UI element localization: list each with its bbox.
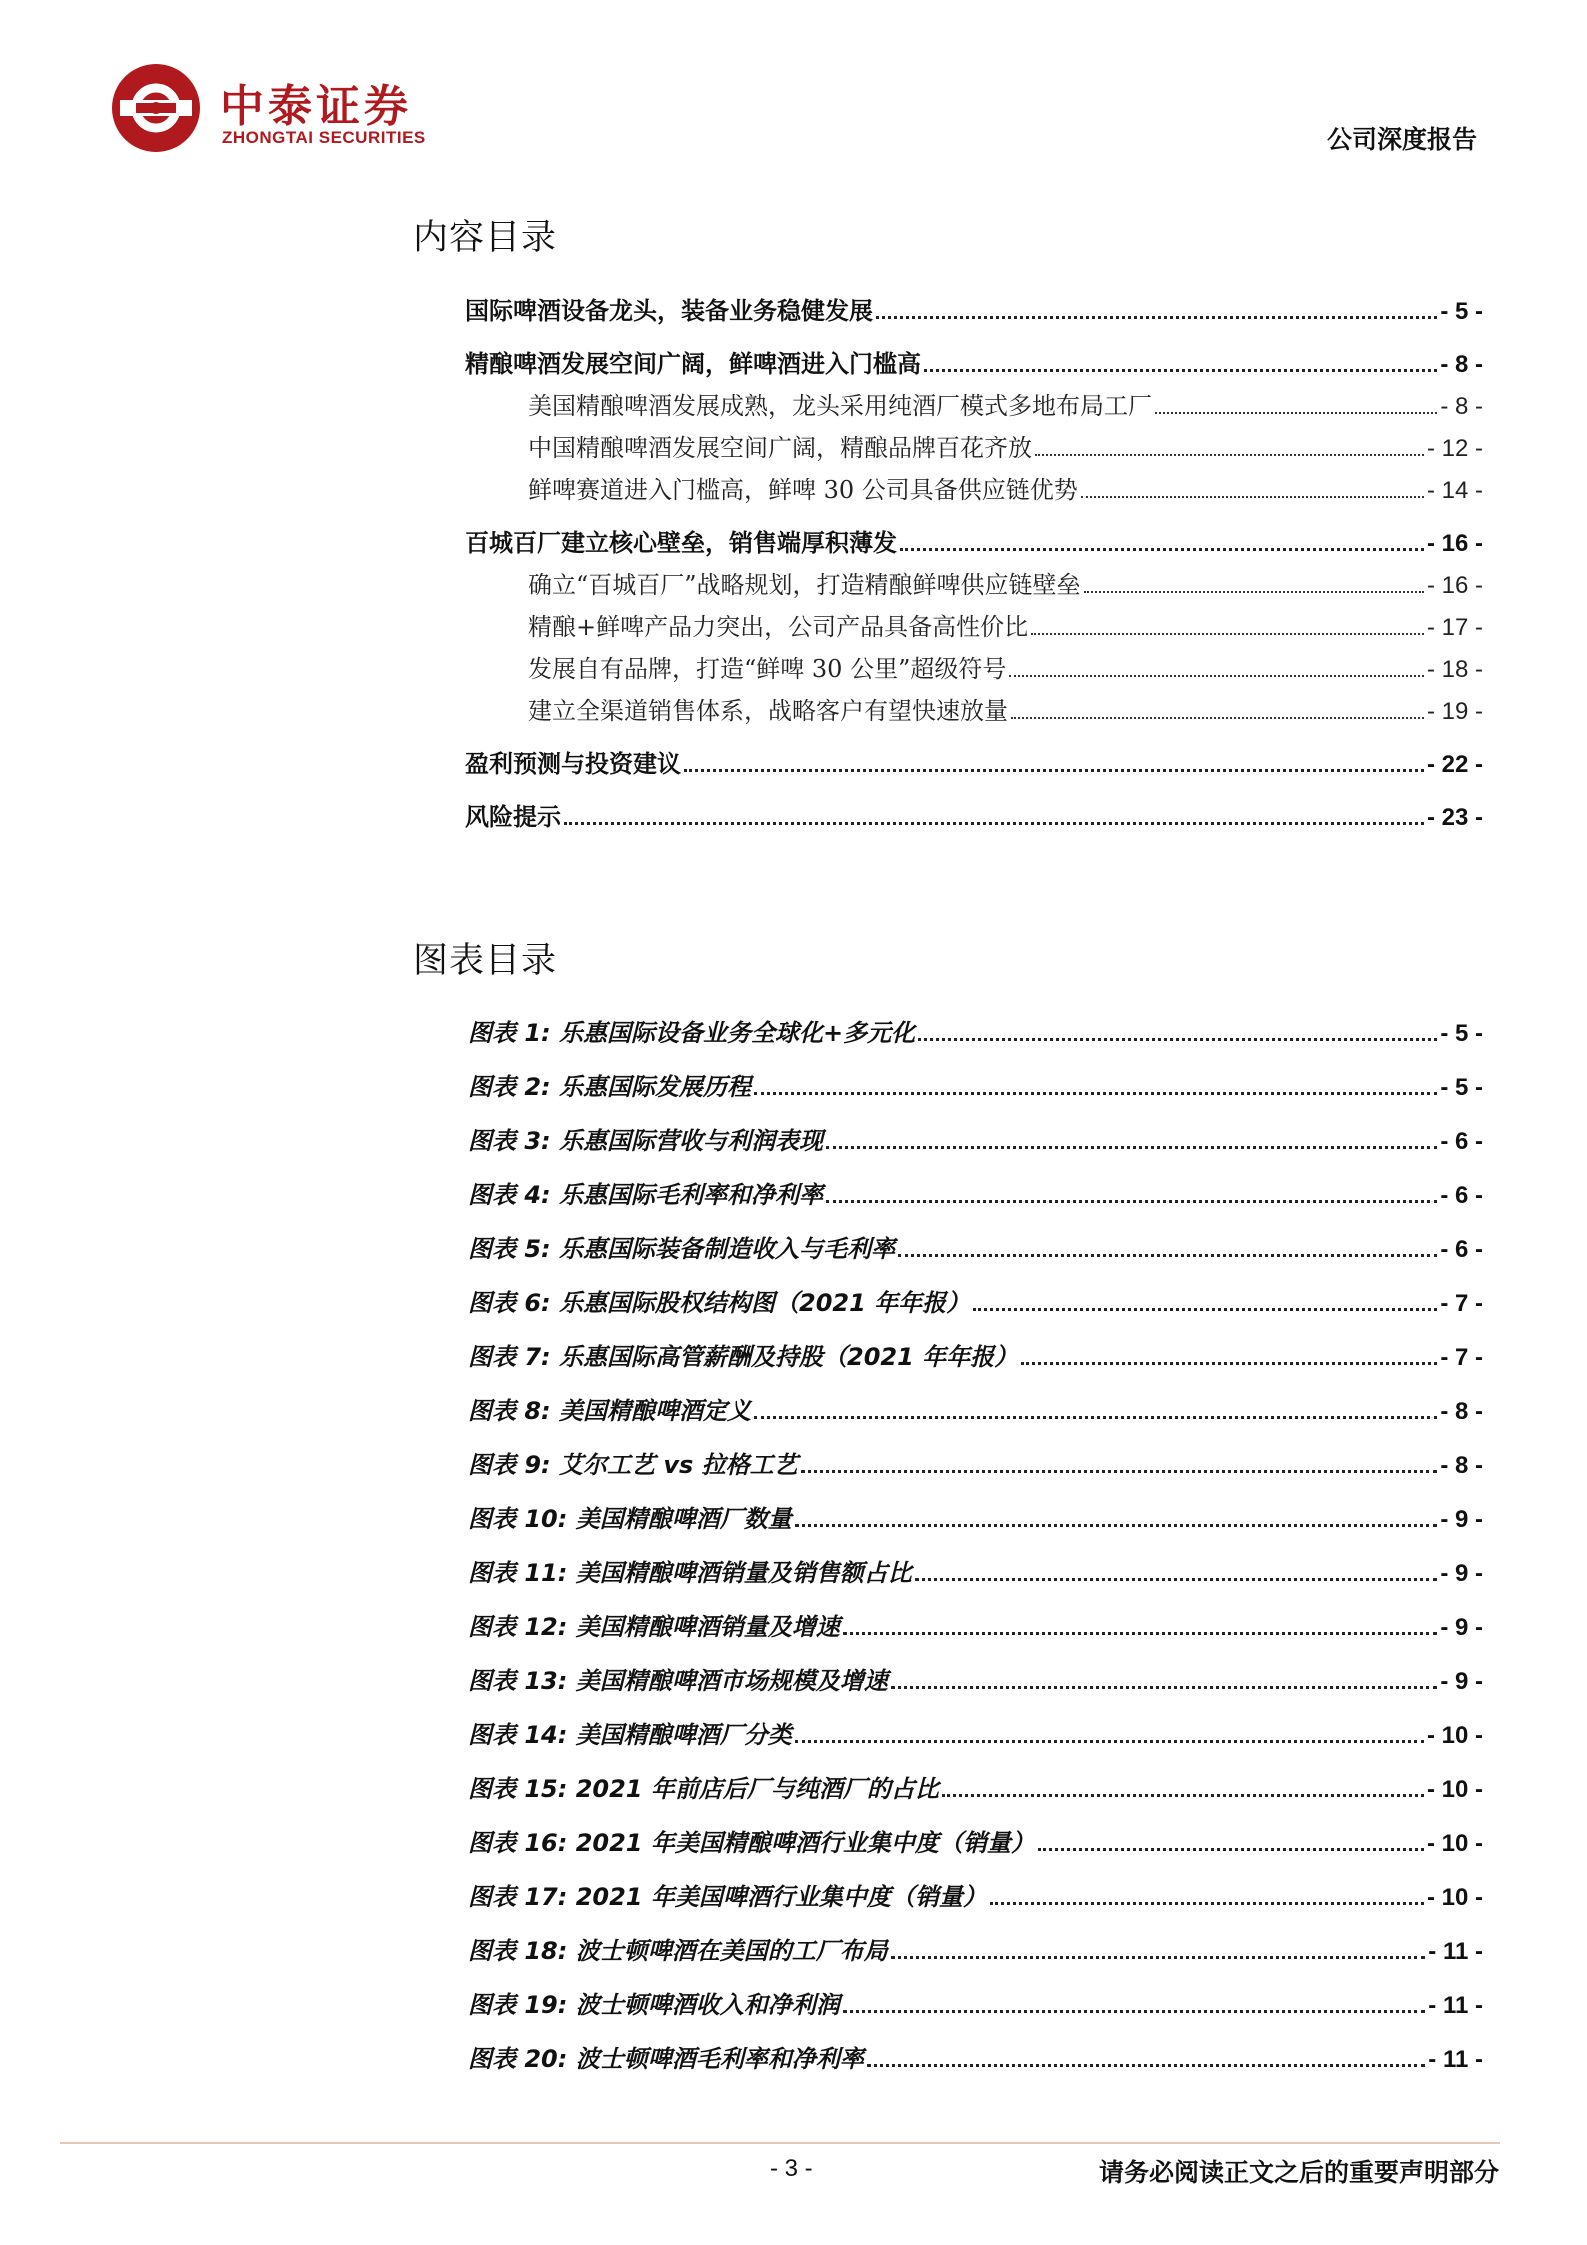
toc-entry-label: 发展自有品牌，打造“鲜啤 30 公里”超级符号 bbox=[528, 655, 1007, 683]
toc-entry-label: 确立“百城百厂”战略规划，打造精酿鲜啤供应链壁垒 bbox=[528, 571, 1081, 599]
toc-entry-label: 百城百厂建立核心壁垒，销售端厚积薄发 bbox=[465, 529, 897, 557]
dot-leader bbox=[754, 1416, 1437, 1419]
figure-entry-label: 图表 5: 乐惠国际装备制造收入与毛利率 bbox=[468, 1235, 896, 1263]
figure-entry[interactable] bbox=[468, 1392, 1483, 1426]
figure-entry-page: - 6 - bbox=[1440, 1236, 1483, 1263]
dot-leader bbox=[801, 1470, 1438, 1473]
figure-entry-page: - 11 - bbox=[1428, 1992, 1483, 2019]
dot-leader bbox=[990, 1902, 1424, 1905]
figure-entry[interactable] bbox=[468, 1284, 1483, 1318]
dot-leader bbox=[1035, 454, 1424, 456]
figure-entry-label: 图表 17: 2021 年美国啤酒行业集中度（销量） bbox=[468, 1883, 987, 1911]
dot-leader bbox=[843, 1632, 1438, 1635]
figure-entry[interactable] bbox=[468, 1932, 1483, 1966]
dot-leader bbox=[900, 548, 1424, 551]
figure-entry-page: - 9 - bbox=[1440, 1506, 1483, 1533]
toc-entry-page: - 12 - bbox=[1426, 435, 1483, 462]
toc-entry-page: - 22 - bbox=[1426, 751, 1483, 778]
dot-leader bbox=[754, 1092, 1437, 1095]
toc-entry-label: 建立全渠道销售体系，战略客户有望快速放量 bbox=[528, 697, 1008, 725]
toc-entry[interactable] bbox=[465, 292, 1483, 326]
dot-leader bbox=[1009, 675, 1424, 677]
dot-leader bbox=[795, 1740, 1424, 1743]
dot-leader bbox=[1021, 1362, 1437, 1365]
toc-subentry[interactable] bbox=[528, 471, 1483, 505]
report-type-label: 公司深度报告 bbox=[1326, 125, 1477, 154]
toc-entry[interactable] bbox=[465, 345, 1483, 379]
figure-entry-page: - 7 - bbox=[1440, 1344, 1483, 1371]
dot-leader bbox=[918, 1038, 1437, 1041]
figure-entry-page: - 10 - bbox=[1426, 1884, 1483, 1911]
figure-entry-label: 图表 2: 乐惠国际发展历程 bbox=[468, 1073, 752, 1101]
dot-leader bbox=[973, 1308, 1437, 1311]
figure-entry[interactable] bbox=[468, 1824, 1483, 1858]
dot-leader bbox=[924, 369, 1437, 372]
figures-title: 图表目录 bbox=[413, 941, 558, 981]
figure-entry-label: 图表 16: 2021 年美国精酿啤酒行业集中度（销量） bbox=[468, 1829, 1035, 1857]
dot-leader bbox=[826, 1200, 1437, 1203]
figure-entry[interactable] bbox=[468, 1230, 1483, 1264]
figure-entry[interactable] bbox=[468, 1446, 1483, 1480]
figure-entry-label: 图表 14: 美国精酿啤酒厂分类 bbox=[468, 1721, 792, 1749]
toc-entry-page: - 17 - bbox=[1426, 614, 1483, 641]
figure-entry-page: - 9 - bbox=[1440, 1668, 1483, 1695]
toc-subentry[interactable] bbox=[528, 387, 1483, 421]
figure-entry[interactable] bbox=[468, 1986, 1483, 2020]
figure-entry-page: - 8 - bbox=[1440, 1398, 1483, 1425]
toc-entry-page: - 8 - bbox=[1440, 351, 1483, 378]
dot-leader bbox=[891, 1686, 1438, 1689]
toc-subentry[interactable] bbox=[528, 692, 1483, 726]
toc-entry[interactable] bbox=[465, 524, 1483, 558]
figure-entry-page: - 9 - bbox=[1440, 1560, 1483, 1587]
figure-entry-label: 图表 7: 乐惠国际高管薪酬及持股（2021 年年报） bbox=[468, 1343, 1019, 1371]
toc-entry-label: 美国精酿啤酒发展成熟，龙头采用纯酒厂模式多地布局工厂 bbox=[528, 392, 1152, 420]
toc-entry-page: - 5 - bbox=[1440, 298, 1483, 325]
logo-chinese-name: 中泰证券 bbox=[220, 81, 412, 132]
logo-english-name: ZHONGTAI SECURITIES bbox=[222, 128, 426, 147]
toc-subentry[interactable] bbox=[528, 429, 1483, 463]
contents-title: 内容目录 bbox=[413, 218, 558, 258]
toc-entry-page: - 18 - bbox=[1426, 656, 1483, 683]
figure-entry[interactable] bbox=[468, 1770, 1483, 1804]
figure-entry-page: - 6 - bbox=[1440, 1182, 1483, 1209]
figure-entry[interactable] bbox=[468, 1176, 1483, 1210]
toc-entry-label: 中国精酿啤酒发展空间广阔，精酿品牌百花齐放 bbox=[528, 434, 1032, 462]
dot-leader bbox=[867, 2064, 1426, 2067]
figure-entry-label: 图表 8: 美国精酿啤酒定义 bbox=[468, 1397, 752, 1425]
figure-entry-page: - 6 - bbox=[1440, 1128, 1483, 1155]
figure-entry-label: 图表 3: 乐惠国际营收与利润表现 bbox=[468, 1127, 824, 1155]
figure-entry[interactable] bbox=[468, 1554, 1483, 1588]
dot-leader bbox=[1084, 591, 1424, 593]
figure-entry[interactable] bbox=[468, 1068, 1483, 1102]
figure-entry-label: 图表 11: 美国精酿啤酒销量及销售额占比 bbox=[468, 1559, 912, 1587]
figure-entry-label: 图表 19: 波士顿啤酒收入和净利润 bbox=[468, 1991, 840, 2019]
figure-entry-label: 图表 1: 乐惠国际设备业务全球化+多元化 bbox=[468, 1019, 916, 1047]
toc-entry-page: - 8 - bbox=[1440, 393, 1483, 420]
dot-leader bbox=[795, 1524, 1438, 1527]
figure-entry-page: - 11 - bbox=[1428, 1938, 1483, 1965]
figure-entry[interactable] bbox=[468, 1662, 1483, 1696]
dot-leader bbox=[876, 316, 1437, 319]
figure-entry[interactable] bbox=[468, 1338, 1483, 1372]
dot-leader bbox=[843, 2010, 1426, 2013]
figure-entry[interactable] bbox=[468, 1716, 1483, 1750]
dot-leader bbox=[1081, 496, 1424, 498]
figure-entry-label: 图表 6: 乐惠国际股权结构图（2021 年年报） bbox=[468, 1289, 971, 1317]
figure-entry-label: 图表 4: 乐惠国际毛利率和净利率 bbox=[468, 1181, 824, 1209]
toc-entry-page: - 14 - bbox=[1426, 477, 1483, 504]
figure-entry-label: 图表 18: 波士顿啤酒在美国的工厂布局 bbox=[468, 1937, 888, 1965]
toc-entry-page: - 16 - bbox=[1426, 530, 1483, 557]
dot-leader bbox=[891, 1956, 1426, 1959]
dot-leader bbox=[915, 1578, 1438, 1581]
dot-leader bbox=[1011, 717, 1424, 719]
figure-entry-page: - 10 - bbox=[1426, 1722, 1483, 1749]
figure-entry-page: - 11 - bbox=[1428, 2046, 1483, 2073]
dot-leader bbox=[684, 769, 1424, 772]
toc-entry-label: 国际啤酒设备龙头，装备业务稳健发展 bbox=[465, 297, 873, 325]
figure-entry[interactable] bbox=[468, 1500, 1483, 1534]
dot-leader bbox=[1155, 412, 1437, 414]
figure-entry-page: - 5 - bbox=[1440, 1074, 1483, 1101]
figure-entry-label: 图表 20: 波士顿啤酒毛利率和净利率 bbox=[468, 2045, 864, 2073]
toc-entry-page: - 19 - bbox=[1426, 698, 1483, 725]
figure-entry[interactable] bbox=[468, 1608, 1483, 1642]
figure-entry[interactable] bbox=[468, 2040, 1483, 2074]
toc-subentry[interactable] bbox=[528, 566, 1483, 600]
toc-entry-page: - 23 - bbox=[1426, 804, 1483, 831]
figure-entry-label: 图表 9: 艾尔工艺 vs 拉格工艺 bbox=[468, 1451, 798, 1479]
figure-entry-label: 图表 12: 美国精酿啤酒销量及增速 bbox=[468, 1613, 840, 1641]
toc-subentry[interactable] bbox=[528, 650, 1483, 684]
figure-entry[interactable] bbox=[468, 1878, 1483, 1912]
zhongtai-logo-icon bbox=[110, 62, 202, 154]
figure-entry-label: 图表 10: 美国精酿啤酒厂数量 bbox=[468, 1505, 792, 1533]
dot-leader bbox=[1038, 1848, 1424, 1851]
toc-entry-label: 精酿+鲜啤产品力突出，公司产品具备高性价比 bbox=[528, 613, 1029, 641]
toc-entry-label: 精酿啤酒发展空间广阔，鲜啤酒进入门槛高 bbox=[465, 350, 921, 378]
dot-leader bbox=[942, 1794, 1424, 1797]
figure-entry-page: - 7 - bbox=[1440, 1290, 1483, 1317]
toc-subentry[interactable] bbox=[528, 608, 1483, 642]
toc-entry-label: 风险提示 bbox=[465, 803, 561, 831]
dot-leader bbox=[826, 1146, 1437, 1149]
figure-entry-page: - 8 - bbox=[1440, 1452, 1483, 1479]
figure-entry[interactable] bbox=[468, 1014, 1483, 1048]
toc-entry[interactable] bbox=[465, 745, 1483, 779]
figure-entry-label: 图表 13: 美国精酿啤酒市场规模及增速 bbox=[468, 1667, 888, 1695]
dot-leader bbox=[898, 1254, 1437, 1257]
figure-entry-label: 图表 15: 2021 年前店后厂与纯酒厂的占比 bbox=[468, 1775, 939, 1803]
figure-entry-page: - 9 - bbox=[1440, 1614, 1483, 1641]
figure-entry-page: - 5 - bbox=[1440, 1020, 1483, 1047]
footer-divider bbox=[60, 2142, 1500, 2144]
dot-leader bbox=[1031, 633, 1424, 635]
toc-entry-label: 盈利预测与投资建议 bbox=[465, 750, 681, 778]
footer-disclaimer: 请务必阅读正文之后的重要声明部分 bbox=[1098, 2158, 1499, 2187]
dot-leader bbox=[564, 822, 1424, 825]
toc-entry[interactable] bbox=[465, 798, 1483, 832]
toc-entry-label: 鲜啤赛道进入门槛高，鲜啤 30 公司具备供应链优势 bbox=[528, 476, 1078, 504]
figure-entry-page: - 10 - bbox=[1426, 1830, 1483, 1857]
page-number: - 3 - bbox=[770, 2155, 813, 2182]
figure-entry[interactable] bbox=[468, 1122, 1483, 1156]
figure-entry-page: - 10 - bbox=[1426, 1776, 1483, 1803]
toc-entry-page: - 16 - bbox=[1426, 572, 1483, 599]
